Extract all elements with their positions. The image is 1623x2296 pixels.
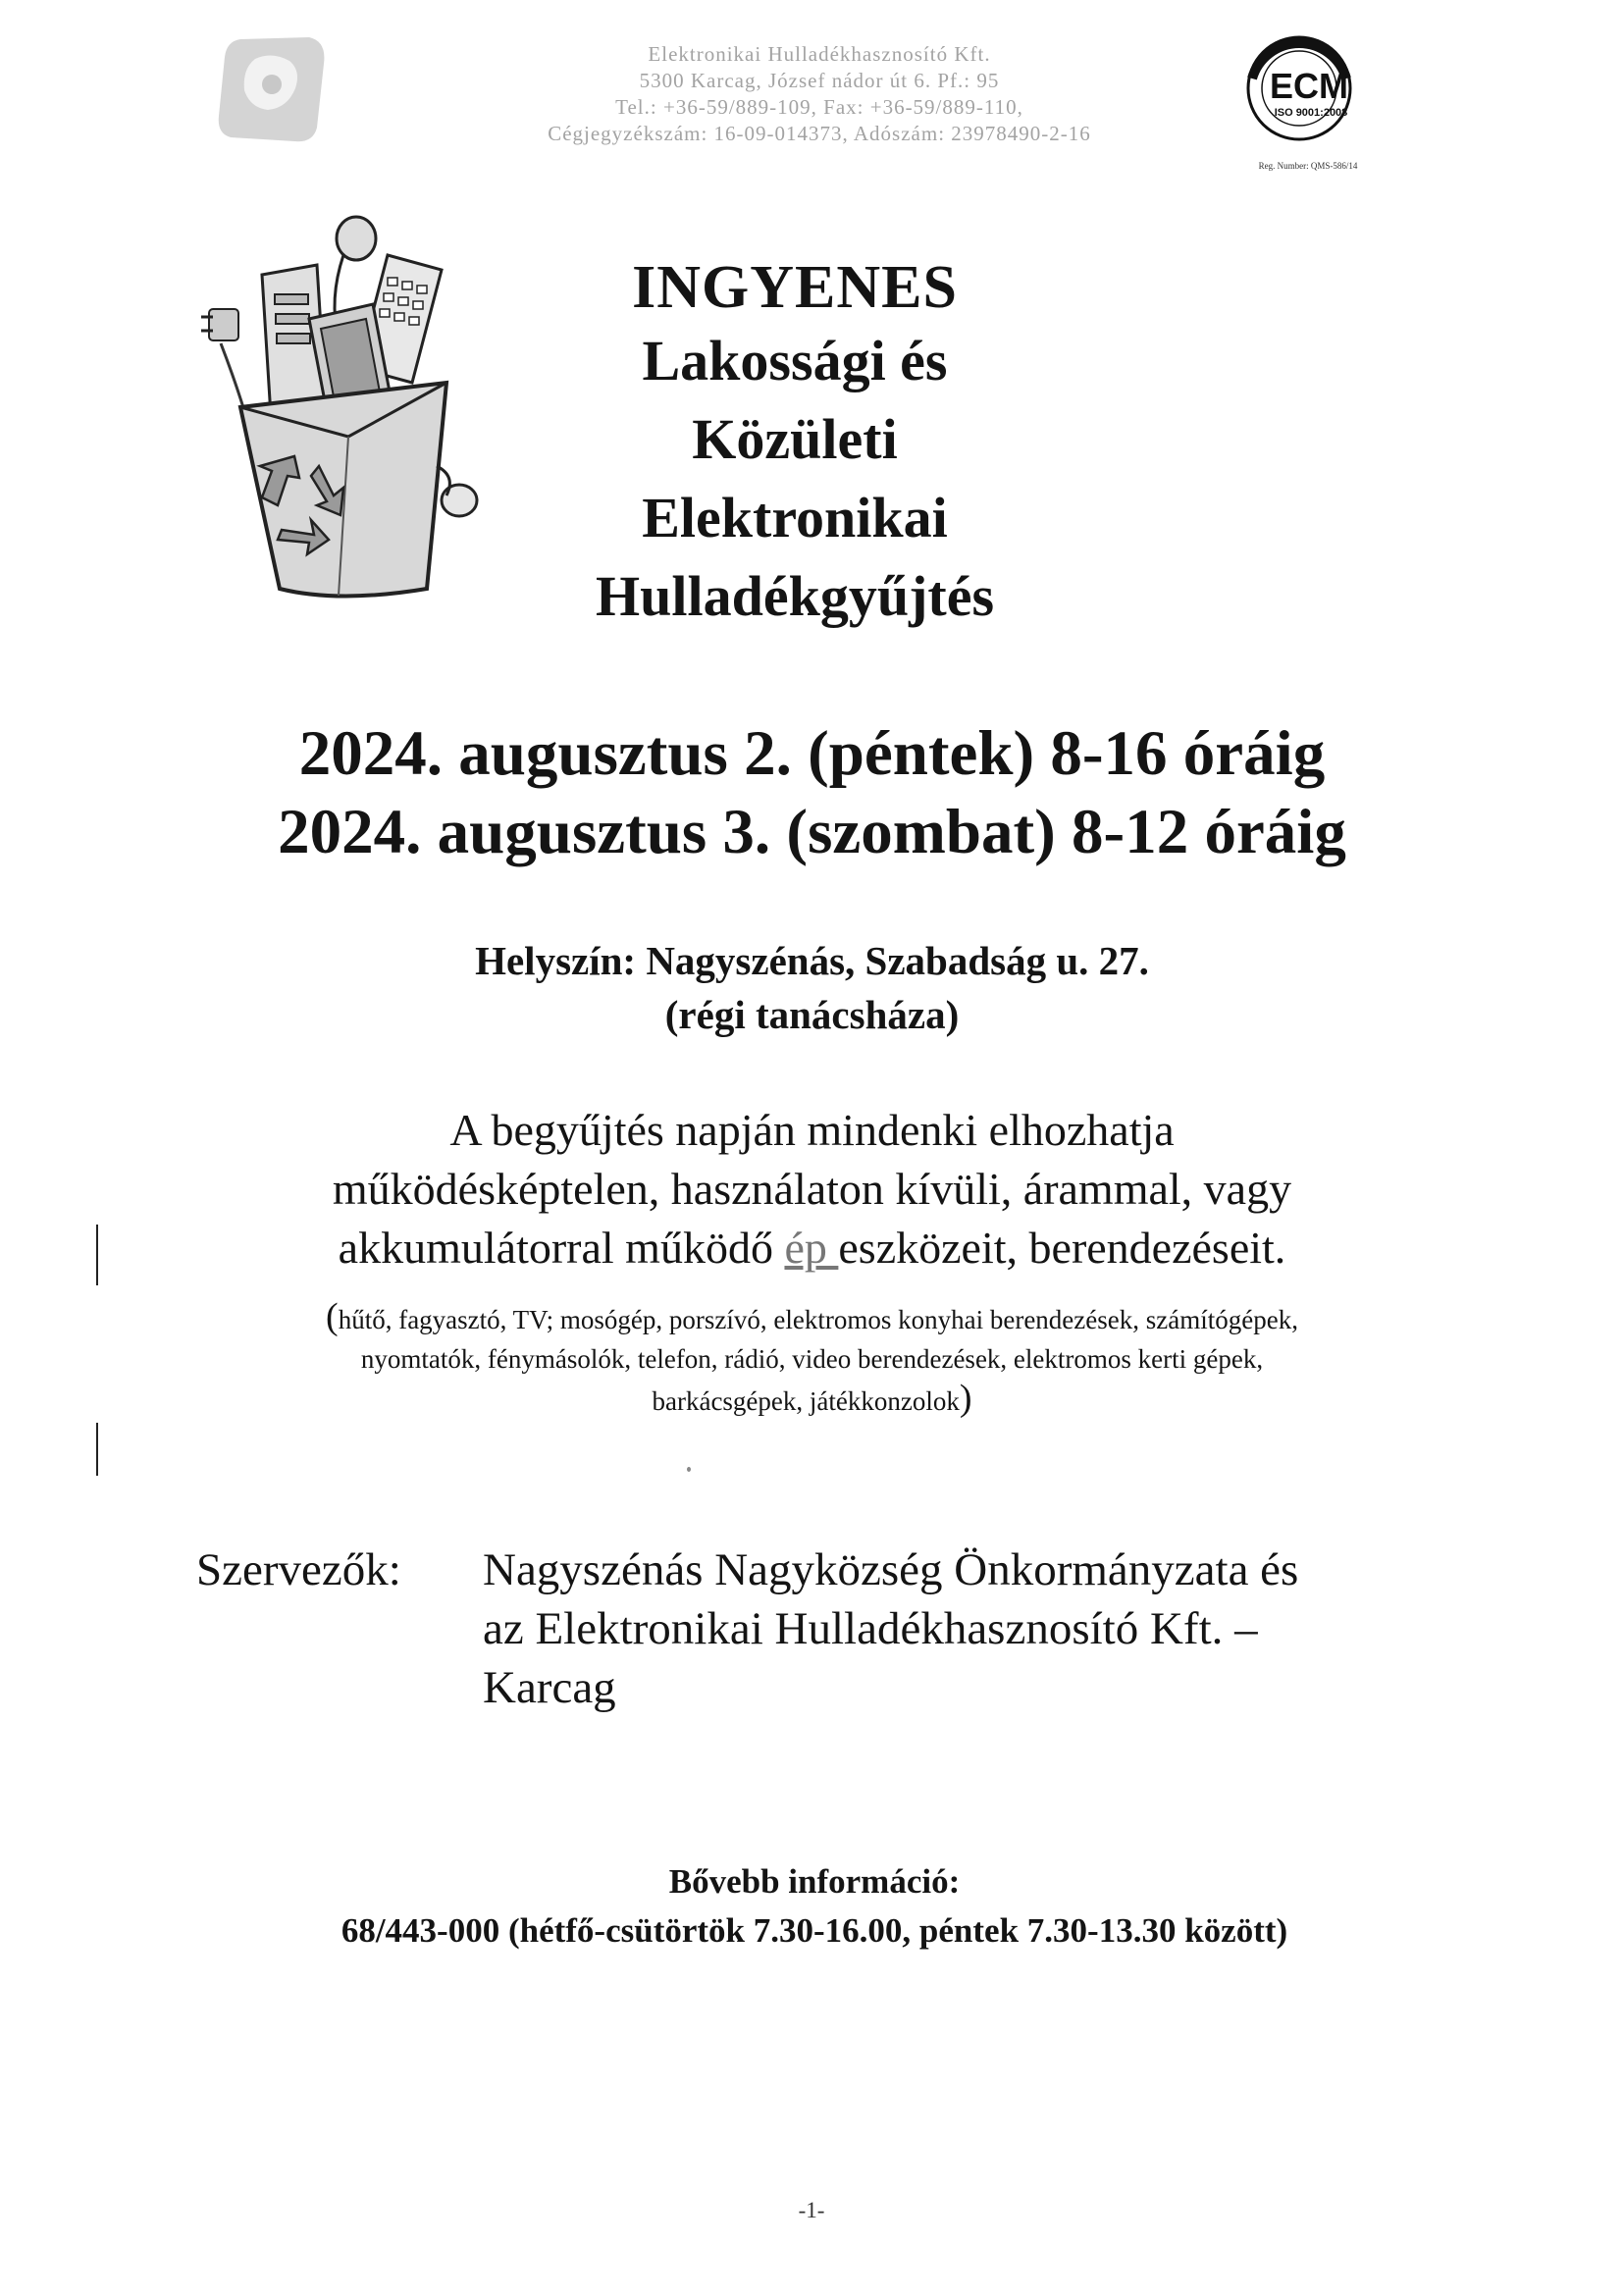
company-name: Elektronikai Hulladékhasznosító Kft. xyxy=(648,42,991,66)
date-line-2: 2024. augusztus 3. (szombat) 8-12 óráig xyxy=(278,797,1346,867)
margin-mark xyxy=(96,1423,98,1476)
location-note: (régi tanácsháza) xyxy=(664,992,960,1037)
company-phone-fax: Tel.: +36-59/889-109, Fax: +36-59/889-110, xyxy=(615,95,1023,119)
more-info-details: 68/443-000 (hétfő-csütörtök 7.30-16.00, péntek 7.30-13.30 között) xyxy=(340,1911,1288,1950)
badge-iso-text: ISO 9001:2008 xyxy=(1274,107,1348,119)
items-close-paren: ) xyxy=(959,1378,972,1419)
organizers-line-2: az Elektronikai Hulladékhasznosító Kft. – xyxy=(483,1603,1258,1654)
badge-logo-text: ECM xyxy=(1270,66,1348,106)
ecm-iso-badge xyxy=(1238,29,1371,147)
recycle-bin-illustration xyxy=(201,211,481,603)
description-line-3-end: eszközeit, berendezéseit. xyxy=(838,1223,1286,1273)
items-line-3 xyxy=(196,1379,1428,1421)
description-line-1: A begyűjtés napján mindenki elhozhatja xyxy=(449,1105,1175,1155)
registration-number: Reg. Number: QMS-586/14 xyxy=(1258,161,1358,171)
more-info xyxy=(196,1857,1433,1956)
items-line-2: nyomtatók, fénymásolók, telefon, rádió, video berendezések, elektromos kerti gépek, xyxy=(360,1344,1264,1374)
title-free: INGYENES xyxy=(632,254,958,321)
title-line-1: Lakossági és Közületi xyxy=(642,329,948,471)
title-line-3: Hulladékgyűjtés xyxy=(595,564,995,628)
more-info-heading: Bővebb információ: xyxy=(668,1862,961,1901)
company-address: 5300 Karcag, József nádor út 6. Pf.: 95 xyxy=(639,69,1000,92)
margin-mark xyxy=(96,1225,98,1285)
accepted-items-list xyxy=(196,1297,1428,1421)
page-number: -1- xyxy=(798,2198,825,2222)
title-block xyxy=(550,253,1040,636)
items-line-1-text: hűtő, fagyasztó, TV; mosógép, porszívó, elektromos konyhai berendezések, számítógépek, xyxy=(338,1305,1298,1334)
organizers-line-3: Karcag xyxy=(483,1662,616,1713)
scan-speck xyxy=(687,1467,691,1472)
organizers-row xyxy=(196,1540,1472,1599)
items-line-1 xyxy=(196,1297,1428,1339)
description-line-3-start: akkumulátorral működő xyxy=(338,1223,785,1273)
date-line-1: 2024. augusztus 2. (péntek) 8-16 óráig xyxy=(298,718,1326,789)
organizers-label: Szervezők: xyxy=(196,1544,401,1595)
organizers-line-1: Nagyszénás Nagyközség Önkormányzata és xyxy=(483,1544,1299,1595)
organizers xyxy=(196,1540,1472,1717)
company-info xyxy=(422,41,1217,147)
description-line-3 xyxy=(186,1219,1438,1278)
description-marked-word: ép xyxy=(784,1223,839,1273)
location xyxy=(265,934,1359,1042)
company-logo xyxy=(211,29,334,147)
company-registration: Cégjegyzékszám: 16-09-014373, Adószám: 23978490-2-16 xyxy=(548,122,1091,145)
items-open-paren: ( xyxy=(326,1296,339,1337)
location-address: Helyszín: Nagyszénás, Szabadság u. 27. xyxy=(475,938,1149,983)
description-line-2: működésképtelen, használaton kívüli, árammal, vagy xyxy=(332,1164,1292,1214)
title-line-2: Elektronikai xyxy=(642,486,948,549)
items-line-3-text: barkácsgépek, játékkonzolok xyxy=(652,1386,960,1416)
description xyxy=(186,1101,1438,1278)
collection-dates xyxy=(147,714,1477,871)
